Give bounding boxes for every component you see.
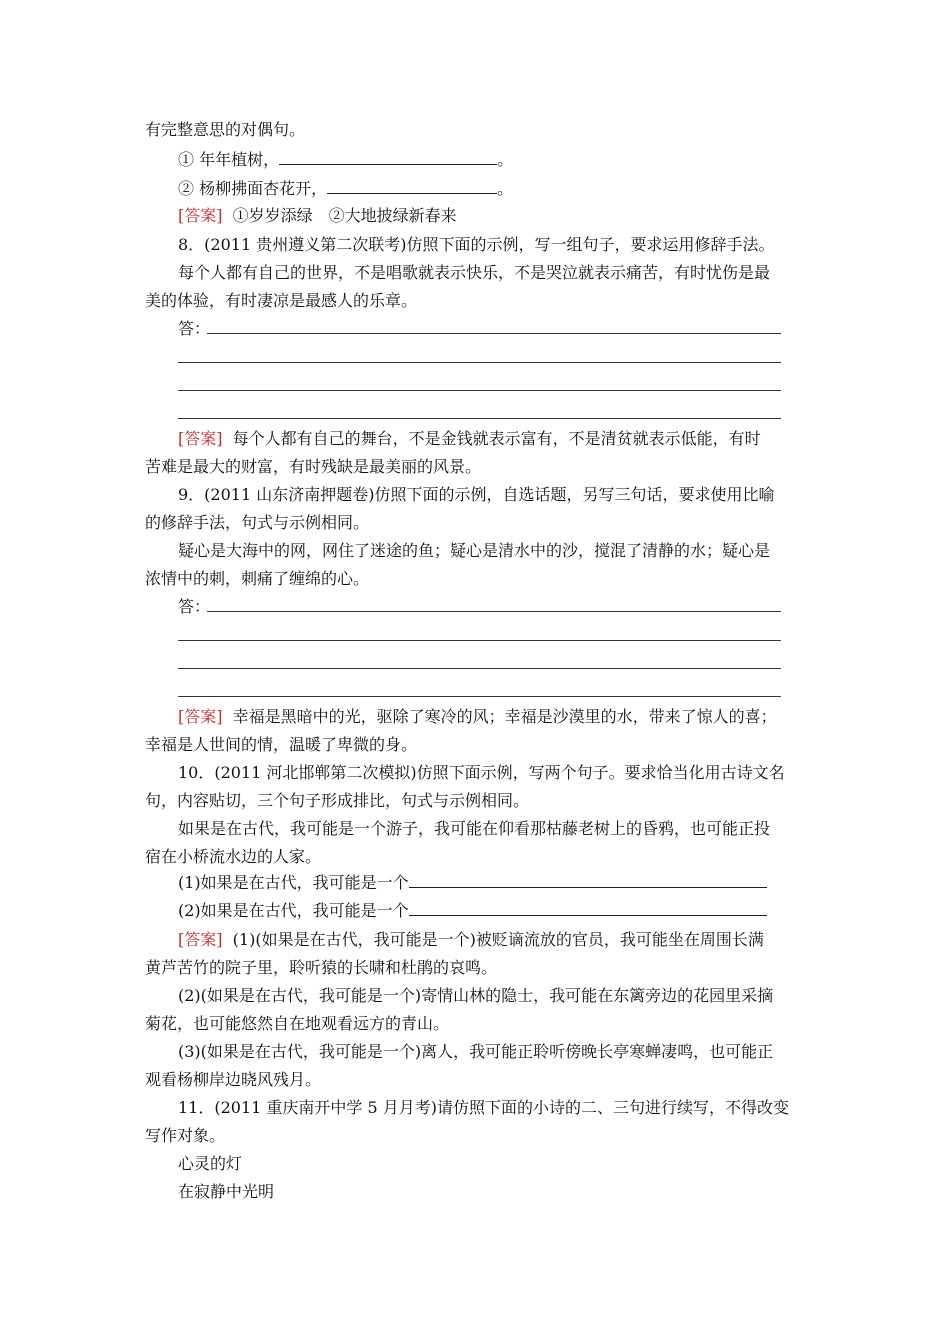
q8-answer-text-1: 每个人都有自己的舞台，不是金钱就表示富有，不是清贫就表示低能，有时 (232, 429, 761, 448)
q8-stem: 8．(2011 贵州遵义第二次联考)仿照下面的示例，写一组句子，要求运用修辞手法。 (178, 235, 775, 254)
q11-stem-1: 11．(2011 重庆南开中学 5 月月考)请仿照下面的小诗的二、三句进行续写，不得改变 (178, 1098, 790, 1117)
q8-answer-line-3[interactable] (178, 390, 781, 391)
q10-stem-2: 句，内容贴切，三个句子形成排比，句式与示例相同。 (145, 791, 530, 810)
q8-answer-line-4[interactable] (178, 418, 781, 419)
q10-answer-row-1 (178, 929, 838, 951)
q11-stem-2: 写作对象。 (145, 1126, 226, 1145)
q9-answer-text-1: 幸福是黑暗中的光，驱除了寒冷的风；幸福是沙漠里的水，带来了惊人的喜； (232, 707, 777, 726)
q7-item-1-text: ① 年年植树， (178, 150, 280, 169)
q9-example-2: 浓情中的刺，刺痛了缠绵的心。 (145, 569, 370, 588)
q10-item-2 (178, 900, 838, 922)
q8-answer-tag: [答案] (178, 429, 223, 448)
q10-blank-1[interactable] (409, 873, 767, 888)
q7-answer-tag: [答案] (178, 206, 223, 225)
q7-item-2-text: ② 杨柳拂面杏花开， (178, 179, 328, 198)
q8-answer-label: 答： (178, 319, 211, 338)
q8-answer-row-1 (178, 428, 838, 450)
q9-answer-line-2[interactable] (178, 640, 781, 641)
q9-stem-1: 9．(2011 山东济南押题卷)仿照下面的示例，自选话题，另写三句话，要求使用比喻 (178, 485, 775, 504)
q10-answer-text-3a: (3)(如果是在古代，我可能是一个)离人，我可能正聆听傍晚长亭寒蝉凄鸣，也可能正 (178, 1042, 774, 1061)
q10-example-1: 如果是在古代，我可能是一个游子，我可能在仰看那枯藤老树上的昏鸦，也可能正投 (178, 819, 771, 838)
q7-blank-2[interactable] (327, 179, 497, 194)
intro-tail: 有完整意思的对偶句。 (145, 120, 306, 139)
q10-blank-2[interactable] (409, 901, 767, 916)
q10-answer-text-1a: (1)(如果是在古代，我可能是一个)被贬谪流放的官员，我可能坐在周围长满 (232, 930, 764, 949)
q11-poem-line-2: 在寂静中光明 (178, 1182, 275, 1201)
q8-example-1: 每个人都有自己的世界，不是唱歌就表示快乐，不是哭泣就表示痛苦，有时忧伤是最 (178, 263, 771, 282)
q10-item-1 (178, 872, 838, 894)
q7-end-mark-1: 。 (497, 150, 514, 169)
q10-example-2: 宿在小桥流水边的人家。 (145, 847, 322, 866)
q9-example-1: 疑心是大海中的网，网住了迷途的鱼；疑心是清水中的沙，搅混了清静的水；疑心是 (178, 541, 771, 560)
q7-item-1 (178, 149, 838, 171)
q10-answer-text-2a: (2)(如果是在古代，我可能是一个)寄情山林的隐士，我可能在东篱旁边的花园里采摘 (178, 986, 774, 1005)
q8-answer-text-2: 苦难是最大的财富，有时残缺是最美丽的风景。 (145, 457, 482, 476)
q8-answer-line-1[interactable] (207, 333, 781, 334)
q9-answer-text-2: 幸福是人世间的情，温暖了卑微的身。 (145, 735, 418, 754)
q7-blank-1[interactable] (279, 150, 497, 165)
q9-answer-line-1[interactable] (207, 611, 781, 612)
q10-answer-text-2b: 菊花，也可能悠然自在地观看远方的青山。 (145, 1014, 450, 1033)
q9-answer-label: 答： (178, 597, 211, 616)
q8-answer-line-2[interactable] (178, 362, 781, 363)
q7-answer-text: ①岁岁添绿 ②大地披绿新春来 (232, 206, 457, 225)
q9-answer-tag: [答案] (178, 707, 223, 726)
q11-poem-line-1: 心灵的灯 (178, 1154, 243, 1173)
q10-answer-text-3b: 观看杨柳岸边晓风残月。 (145, 1070, 322, 1089)
q7-answer (178, 205, 838, 227)
q10-item-2-text: (2)如果是在古代，我可能是一个 (178, 901, 409, 920)
q9-answer-row-1 (178, 706, 838, 728)
q7-end-mark-2: 。 (497, 179, 514, 198)
q9-stem-2: 的修辞手法，句式与示例相同。 (145, 513, 370, 532)
q10-answer-text-1b: 黄芦苦竹的院子里，聆听猿的长啸和杜鹃的哀鸣。 (145, 958, 498, 977)
q9-answer-line-3[interactable] (178, 668, 781, 669)
q7-item-2 (178, 178, 838, 200)
q9-answer-line-4[interactable] (178, 696, 781, 697)
q10-answer-tag: [答案] (178, 930, 223, 949)
q10-stem-1: 10．(2011 河北邯郸第二次模拟)仿照下面示例，写两个句子。要求恰当化用古诗文名 (178, 763, 785, 782)
q8-example-2: 美的体验，有时凄凉是最感人的乐章。 (145, 291, 418, 310)
q10-item-1-text: (1)如果是在古代，我可能是一个 (178, 873, 409, 892)
